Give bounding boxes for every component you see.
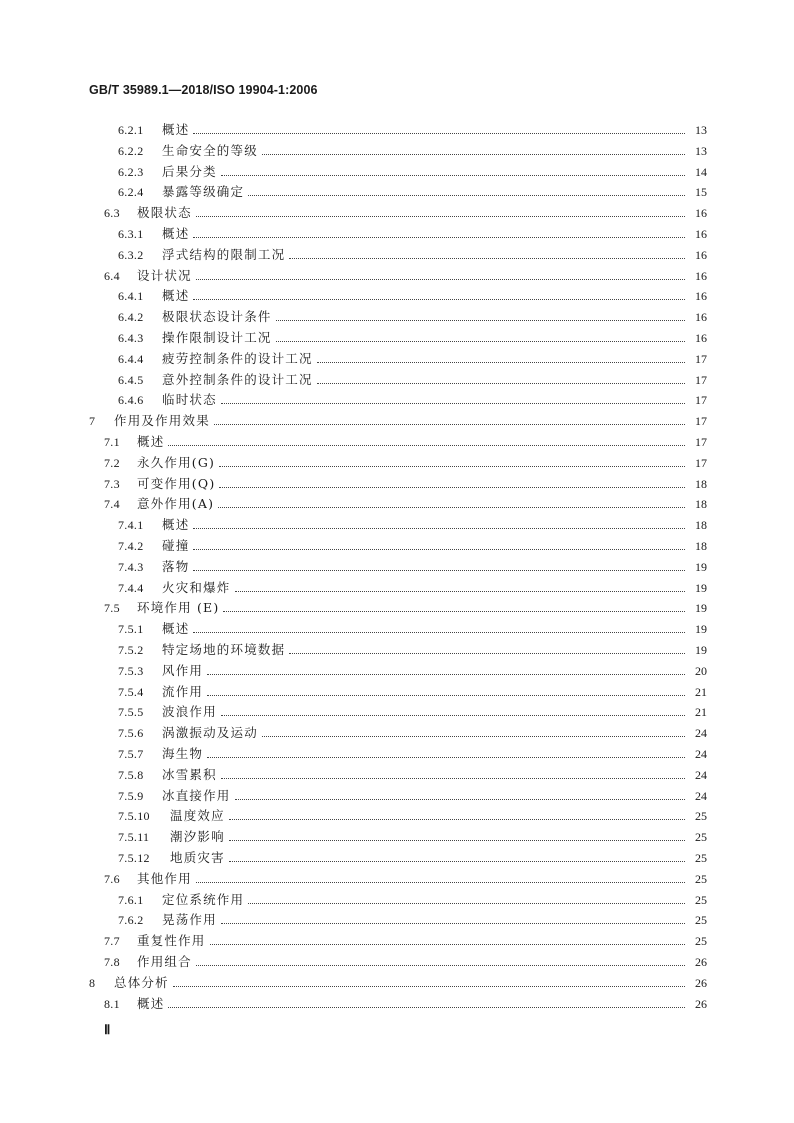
toc-entry-number: 7.5.1 xyxy=(118,622,144,637)
toc-entry-title: 冰直接作用 xyxy=(162,787,231,803)
toc-entry-number: 7.5.12 xyxy=(118,851,150,865)
toc-entry[interactable] xyxy=(118,368,707,388)
toc-entry-page: 19 xyxy=(695,643,707,657)
toc-entry-title: 波浪作用 xyxy=(162,704,217,720)
toc-entry-page: 21 xyxy=(695,705,707,720)
toc-entry-number: 7.6.1 xyxy=(118,892,144,907)
toc-entry-page: 16 xyxy=(695,331,707,345)
dot-leader xyxy=(229,861,685,862)
toc-entry-number: 6.2.1 xyxy=(118,123,144,137)
toc-entry[interactable] xyxy=(118,908,707,928)
toc-entry-title: 晃荡作用 xyxy=(162,912,217,928)
toc-entry[interactable] xyxy=(104,929,707,949)
toc-entry[interactable] xyxy=(118,617,707,637)
toc-entry-page: 19 xyxy=(695,601,707,616)
dot-leader xyxy=(219,487,685,488)
dot-leader xyxy=(262,736,685,737)
toc-entry-page: 19 xyxy=(695,580,707,595)
dot-leader xyxy=(193,570,685,571)
toc-entry[interactable] xyxy=(118,576,707,596)
toc-entry-page: 13 xyxy=(695,123,707,137)
dot-leader xyxy=(276,341,685,342)
toc-entry[interactable] xyxy=(104,492,707,512)
toc-entry[interactable] xyxy=(118,721,707,741)
dot-leader xyxy=(221,175,685,176)
toc-entry-number: 7.5.9 xyxy=(118,788,144,803)
dot-leader xyxy=(248,903,685,904)
toc-entry-title: 其他作用 xyxy=(137,870,192,886)
toc-entry-title: 操作限制设计工况 xyxy=(162,330,272,345)
toc-entry-title: 概述 xyxy=(137,434,165,449)
toc-entry[interactable] xyxy=(89,971,707,991)
dot-leader xyxy=(289,258,685,259)
toc-entry-number: 7.5.2 xyxy=(118,643,144,657)
toc-entry-page: 15 xyxy=(695,185,707,200)
toc-entry-page: 25 xyxy=(695,934,707,949)
toc-entry-page: 26 xyxy=(695,975,707,990)
toc-entry[interactable] xyxy=(104,992,707,1012)
toc-entry-title: 特定场地的环境数据 xyxy=(162,642,286,657)
toc-entry-number: 6.3.1 xyxy=(118,227,144,241)
toc-entry[interactable] xyxy=(118,784,707,804)
toc-entry-page: 13 xyxy=(695,143,707,158)
toc-entry-title: 重复性作用 xyxy=(137,933,206,949)
toc-entry-page: 24 xyxy=(695,788,707,803)
toc-entry-title: 碰撞 xyxy=(162,538,190,553)
toc-entry-title: 火灾和爆炸 xyxy=(162,579,231,595)
toc-entry-page: 17 xyxy=(695,455,707,470)
toc-entry-page: 24 xyxy=(695,747,707,761)
toc-entry-title: 作用及作用效果 xyxy=(114,413,210,429)
dot-leader xyxy=(317,362,685,363)
toc-entry-number: 6.2.2 xyxy=(118,143,144,158)
toc-entry-number: 6.4 xyxy=(104,268,120,283)
toc-entry-number: 6.3.2 xyxy=(118,247,144,262)
toc-entry[interactable] xyxy=(89,409,707,429)
dot-leader xyxy=(221,923,685,924)
toc-entry-title: 温度效应 xyxy=(170,808,225,824)
toc-entry-title: 可变作用(Q) xyxy=(137,475,216,491)
toc-entry-title: 概述 xyxy=(162,621,190,637)
toc-entry[interactable] xyxy=(118,388,707,408)
toc-entry-number: 7 xyxy=(89,414,96,429)
toc-entry-page: 17 xyxy=(695,393,707,408)
dot-leader xyxy=(229,840,685,841)
toc-entry-number: 7.3 xyxy=(104,476,120,491)
toc-entry-page: 24 xyxy=(695,726,707,741)
dot-leader xyxy=(196,965,685,966)
dot-leader xyxy=(221,778,685,779)
toc-entry-page: 18 xyxy=(695,518,707,533)
dot-leader xyxy=(193,237,685,238)
toc-entry-number: 7.1 xyxy=(104,435,120,449)
dot-leader xyxy=(193,299,685,300)
toc-entry[interactable] xyxy=(118,305,707,325)
toc-entry[interactable] xyxy=(118,180,707,200)
toc-entry[interactable] xyxy=(104,867,707,887)
document-header: GB/T 35989.1—2018/ISO 19904-1:2006 xyxy=(89,83,318,97)
dot-leader xyxy=(221,403,685,404)
toc-entry-number: 7.8 xyxy=(104,955,120,969)
toc-entry-page: 17 xyxy=(695,435,707,449)
toc-entry[interactable] xyxy=(118,326,707,346)
dot-leader xyxy=(207,674,685,675)
toc-entry-page: 16 xyxy=(695,247,707,262)
toc-entry[interactable] xyxy=(118,513,707,533)
dot-leader xyxy=(193,632,685,633)
toc-entry-page: 16 xyxy=(695,268,707,283)
toc-entry-page: 14 xyxy=(695,164,707,179)
toc-entry-number: 7.5.7 xyxy=(118,747,144,761)
toc-entry-page: 19 xyxy=(695,622,707,637)
dot-leader xyxy=(276,320,685,321)
toc-entry-number: 7.4.4 xyxy=(118,580,144,595)
dot-leader xyxy=(248,195,685,196)
toc-entry[interactable] xyxy=(118,680,707,700)
toc-entry-page: 18 xyxy=(695,497,707,512)
toc-entry-page: 25 xyxy=(695,892,707,907)
toc-entry-page: 18 xyxy=(695,476,707,491)
toc-entry-page: 17 xyxy=(695,414,707,429)
toc-entry-page: 18 xyxy=(695,539,707,553)
dot-leader xyxy=(196,279,685,280)
toc-entry-number: 7.6 xyxy=(104,871,120,886)
toc-entry[interactable] xyxy=(104,451,707,471)
toc-entry[interactable] xyxy=(118,222,707,242)
toc-entry-page: 26 xyxy=(695,996,707,1011)
toc-entry-page: 16 xyxy=(695,206,707,221)
toc-entry-title: 海生物 xyxy=(162,746,204,761)
toc-entry-title: 概述 xyxy=(162,226,190,241)
toc-entry-title: 涡激振动及运动 xyxy=(162,725,258,741)
toc-entry-title: 流作用 xyxy=(162,683,204,699)
toc-entry[interactable] xyxy=(118,763,707,783)
toc-entry-number: 7.4.1 xyxy=(118,518,144,533)
toc-entry[interactable] xyxy=(104,264,707,284)
toc-entry[interactable] xyxy=(104,472,707,492)
toc-entry-page: 20 xyxy=(695,663,707,678)
toc-entry-title: 落物 xyxy=(162,558,190,574)
dot-leader xyxy=(193,133,685,134)
dot-leader xyxy=(223,611,685,612)
toc-entry-number: 7.5.10 xyxy=(118,809,150,824)
dot-leader xyxy=(221,715,685,716)
dot-leader xyxy=(168,445,685,446)
toc-entry-title: 潮汐影响 xyxy=(170,829,225,845)
toc-entry-number: 8 xyxy=(89,975,96,990)
toc-entry-title: 概述 xyxy=(137,995,165,1011)
toc-entry-number: 7.5.8 xyxy=(118,767,144,782)
dot-leader xyxy=(173,986,685,987)
toc-entry[interactable] xyxy=(118,284,707,304)
toc-entry-title: 作用组合 xyxy=(137,954,192,969)
toc-entry[interactable] xyxy=(118,139,707,159)
toc-entry-title: 地质灾害 xyxy=(170,850,225,865)
toc-entry-page: 25 xyxy=(695,851,707,865)
toc-entry[interactable] xyxy=(118,555,707,575)
toc-entry[interactable] xyxy=(118,638,707,658)
dot-leader xyxy=(207,757,685,758)
toc-entry[interactable] xyxy=(118,160,707,180)
toc-entry-title: 永久作用(G) xyxy=(137,454,216,470)
toc-entry[interactable] xyxy=(118,534,707,554)
toc-entry-title: 冰雪累积 xyxy=(162,766,217,782)
toc-entry[interactable] xyxy=(118,888,707,908)
toc-entry-number: 7.2 xyxy=(104,455,120,470)
toc-entry-number: 6.2.3 xyxy=(118,164,144,179)
toc-entry-number: 6.4.3 xyxy=(118,331,144,345)
toc-entry-number: 6.4.5 xyxy=(118,372,144,387)
toc-entry-page: 25 xyxy=(695,913,707,928)
toc-entry-number: 8.1 xyxy=(104,996,120,1011)
dot-leader xyxy=(196,882,685,883)
toc-entry-page: 26 xyxy=(695,955,707,969)
dot-leader xyxy=(219,466,685,467)
toc-entry[interactable] xyxy=(118,742,707,762)
toc-entry[interactable] xyxy=(118,825,707,845)
toc-entry-title: 极限状态设计条件 xyxy=(162,309,272,325)
toc-entry-number: 7.6.2 xyxy=(118,913,144,928)
toc-entry-number: 7.5.3 xyxy=(118,663,144,678)
toc-entry[interactable] xyxy=(104,950,707,970)
toc-entry-title: 概述 xyxy=(162,517,190,533)
toc-entry-page: 16 xyxy=(695,310,707,325)
toc-entry-number: 7.5.5 xyxy=(118,705,144,720)
toc-entry-title: 概述 xyxy=(162,122,190,137)
toc-entry-page: 25 xyxy=(695,830,707,845)
toc-entry-number: 6.4.1 xyxy=(118,289,144,304)
toc-entry-title: 概述 xyxy=(162,288,190,304)
dot-leader xyxy=(214,424,685,425)
toc-entry-title: 风作用 xyxy=(162,662,204,678)
toc-entry[interactable] xyxy=(118,846,707,866)
dot-leader xyxy=(262,154,685,155)
toc-entry-page: 25 xyxy=(695,871,707,886)
dot-leader xyxy=(193,528,685,529)
toc-entry[interactable] xyxy=(118,700,707,720)
toc-entry-number: 6.4.4 xyxy=(118,351,144,366)
toc-entry-number: 7.4.3 xyxy=(118,559,144,574)
toc-entry-number: 6.2.4 xyxy=(118,185,144,200)
toc-entry-title: 意外作用(A) xyxy=(137,496,215,512)
toc-entry-number: 7.4.2 xyxy=(118,539,144,553)
toc-entry-page: 21 xyxy=(695,684,707,699)
toc-entry[interactable] xyxy=(104,596,707,616)
toc-entry-title: 总体分析 xyxy=(114,974,169,990)
dot-leader xyxy=(317,383,685,384)
toc-entry-title: 疲劳控制条件的设计工况 xyxy=(162,350,313,366)
toc-entry[interactable] xyxy=(118,118,707,138)
toc-entry[interactable] xyxy=(118,659,707,679)
dot-leader xyxy=(235,591,685,592)
toc-entry-title: 意外控制条件的设计工况 xyxy=(162,371,313,387)
toc-entry-title: 设计状况 xyxy=(137,267,192,283)
dot-leader xyxy=(218,507,685,508)
toc-entry[interactable] xyxy=(118,347,707,367)
toc-entry-title: 浮式结构的限制工况 xyxy=(162,246,286,262)
page-number: Ⅱ xyxy=(104,1022,111,1037)
toc-entry-number: 7.7 xyxy=(104,934,120,949)
dot-leader xyxy=(210,944,685,945)
dot-leader xyxy=(193,549,685,550)
dot-leader xyxy=(229,819,685,820)
toc-entry-number: 7.4 xyxy=(104,497,120,512)
toc-entry-title: 定位系统作用 xyxy=(162,891,245,907)
toc-entry-title: 生命安全的等级 xyxy=(162,142,258,158)
toc-entry-page: 24 xyxy=(695,767,707,782)
toc-entry-title: 极限状态 xyxy=(137,205,192,221)
dot-leader xyxy=(168,1007,685,1008)
toc-entry-page: 16 xyxy=(695,289,707,304)
toc-entry[interactable] xyxy=(104,430,707,450)
toc-entry-title: 后果分类 xyxy=(162,163,217,179)
toc-entry-page: 16 xyxy=(695,227,707,241)
dot-leader xyxy=(196,216,685,217)
toc-entry-page: 19 xyxy=(695,559,707,574)
toc-entry-number: 7.5.6 xyxy=(118,726,144,741)
toc-entry-number: 6.4.2 xyxy=(118,310,144,325)
toc-entry-page: 25 xyxy=(695,809,707,824)
toc-entry-title: 暴露等级确定 xyxy=(162,184,245,200)
toc-entry[interactable] xyxy=(104,201,707,221)
toc-entry-title: 临时状态 xyxy=(162,392,217,408)
toc-entry-title: 环境作用 (E) xyxy=(137,600,220,616)
dot-leader xyxy=(235,799,685,800)
toc-entry[interactable] xyxy=(118,804,707,824)
toc-entry-number: 7.5.11 xyxy=(118,830,150,845)
dot-leader xyxy=(207,695,685,696)
toc-entry-page: 17 xyxy=(695,372,707,387)
toc-entry-number: 7.5.4 xyxy=(118,684,144,699)
toc-entry-number: 6.3 xyxy=(104,206,120,221)
toc-entry-number: 7.5 xyxy=(104,601,120,616)
toc-entry-page: 17 xyxy=(695,351,707,366)
toc-entry[interactable] xyxy=(118,243,707,263)
toc-entry-number: 6.4.6 xyxy=(118,393,144,408)
dot-leader xyxy=(289,653,685,654)
